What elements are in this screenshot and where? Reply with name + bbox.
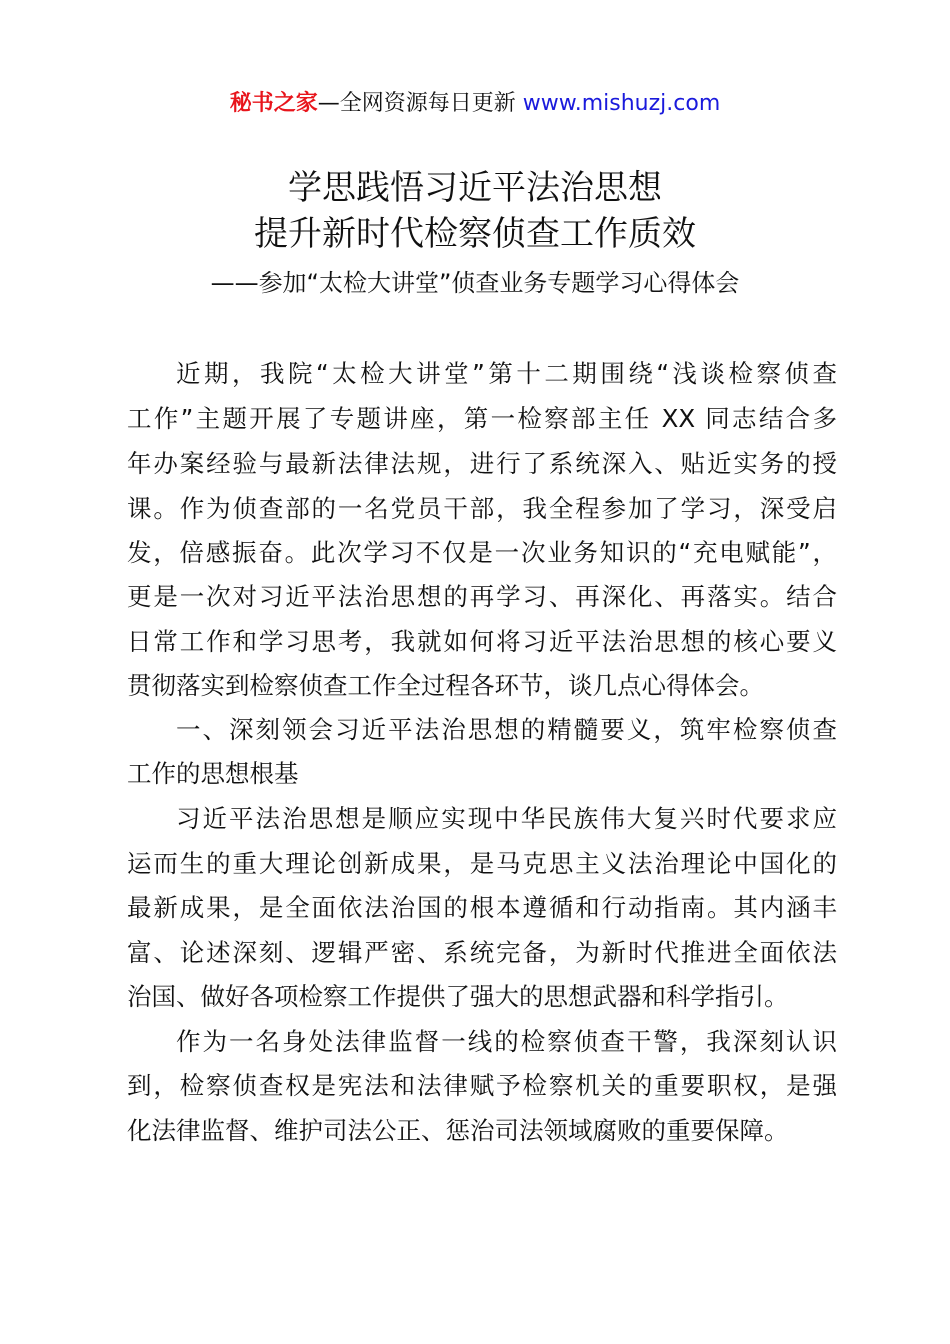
site-header-banner [0,88,950,120]
body-line: 作为一名身处法律监督一线的检察侦查干警，我深刻认识 [176,1027,837,1056]
body-line: 化法律监督、维护司法公正、惩治司法领域腐败的重要保障。 [127,1116,789,1145]
body-line: 日常工作和学习思考，我就如何将习近平法治思想的核心要义 [127,627,837,656]
body-line: 更是一次对习近平法治思想的再学习、再深化、再落实。结合 [127,582,837,611]
body-line: 工作”主题开展了专题讲座，第一检察部主任 XX 同志结合多 [127,404,837,433]
body-line: 富、论述深刻、逻辑严密、系统完备，为新时代推进全面依法 [127,938,837,967]
document-title-line-1: 学思践悟习近平法治思想 [288,168,662,208]
body-line: 运而生的重大理论创新成果，是马克思主义法治理论中国化的 [127,849,837,878]
body-line: 习近平法治思想是顺应实现中华民族伟大复兴时代要求应 [176,804,837,833]
header-tagline: —全网资源每日更新 [317,91,523,116]
body-line: 治国、做好各项检察工作提供了强大的思想武器和科学指引。 [127,982,789,1011]
brand-name: 秘书之家 [229,91,318,116]
document-title-line-2: 提升新时代检察侦查工作质效 [254,214,696,254]
site-url-link[interactable]: www.mishuzj.com [522,91,721,116]
body-line: 最新成果，是全面依法治国的根本遵循和行动指南。其内涵丰 [127,893,837,922]
body-line: 贯彻落实到检察侦查工作全过程各环节，谈几点心得体会。 [127,671,764,700]
body-line: 课。作为侦查部的一名党员干部，我全程参加了学习，深受启 [127,494,837,523]
body-line: 发，倍感振奋。此次学习不仅是一次业务知识的“充电赋能”， [127,538,837,567]
body-line: 到，检察侦查权是宪法和法律赋予检察机关的重要职权，是强 [127,1071,837,1100]
section-heading-1: 一、深刻领会习近平法治思想的精髓要义，筑牢检察侦查 [176,715,837,744]
document-subtitle: ——参加“太检大讲堂”侦查业务专题学习心得体会 [210,269,740,297]
section-heading-1-cont: 工作的思想根基 [127,759,299,788]
body-line: 近期，我院“太检大讲堂”第十二期围绕“浅谈检察侦查 [176,359,837,388]
body-line: 年办案经验与最新法律法规，进行了系统深入、贴近实务的授 [127,449,837,478]
